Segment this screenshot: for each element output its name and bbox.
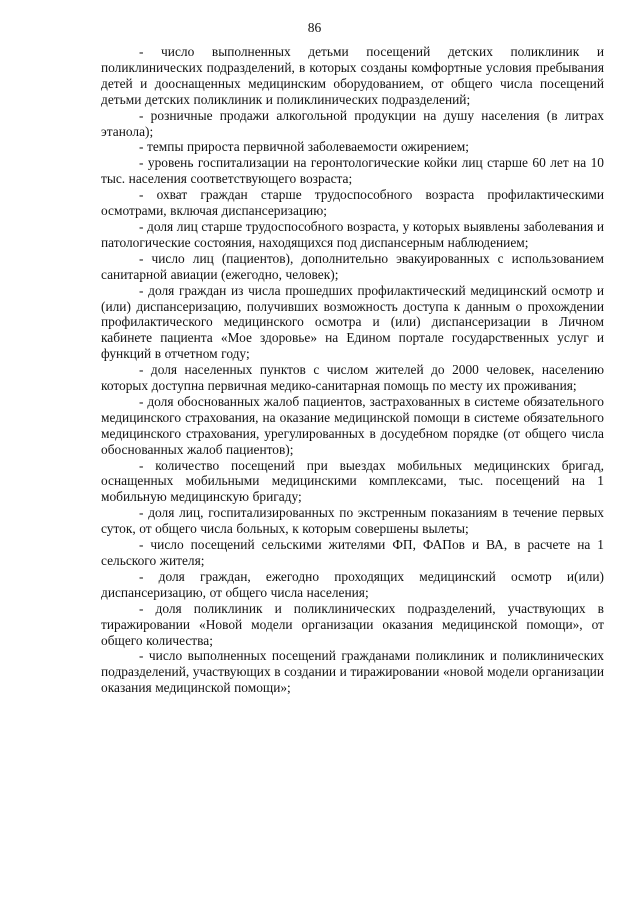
- list-item: - темпы прироста первичной заболеваемости ожирением;: [139, 139, 469, 155]
- page-number: 86: [307, 20, 322, 35]
- list-item: - розничные продажи алкогольной продукции на душу населения (в литрах этанола);: [101, 107, 604, 139]
- list-item: - доля лиц, госпитализированных по экстренным показаниям в течение первых суток, от общего числа больных, к которым совершены вылеты;: [101, 505, 604, 537]
- list-item: - охват граждан старше трудоспособного возраста профилактическими осмотрами, включая диспансеризацию;: [101, 187, 604, 219]
- list-item: - доля обоснованных жалоб пациентов, застрахованных в системе обязательного медицинского страхования, на оказание медицинской помощи в системе обязательного медицинского страхования, урегулированных в досудебном порядке (от общего числа обоснованных жалоб пациентов);: [101, 393, 604, 457]
- list-item: - доля граждан из числа прошедших профилактический медицинский осмотр и (или) диспансеризацию, получивших возможность доступа к данным о прохождении профилактического медицинского осмотра и (или) диспансеризации в Личном кабинете пациента «Мое здоровье» на Едином портале государственных услуг и функций в отчетном году;: [101, 282, 604, 362]
- list-item: - доля граждан, ежегодно проходящих медицинский осмотр и(или) диспансеризацию, от общего числа населения;: [101, 568, 604, 600]
- list-item: - число выполненных детьми посещений детских поликлиник и поликлинических подразделений, в которых созданы комфортные условия пребывания детей и дооснащенных медицинским оборудованием, от общего числа посещений детьми детских поликлиник и поликлинических подразделений;: [101, 44, 604, 107]
- list-item: - количество посещений при выездах мобильных медицинских бригад, оснащенных мобильными медицинскими комплексами, тыс. посещений на 1 мобильную медицинскую бригаду;: [101, 457, 604, 505]
- list-item: - число лиц (пациентов), дополнительно эвакуированных с использованием санитарной авиации (ежегодно, человек);: [101, 250, 604, 282]
- list-item: - доля поликлиник и поликлинических подразделений, участвующих в тиражировании «Новой модели организации оказания медицинской помощи», от общего количества;: [101, 600, 604, 648]
- document-body: [101, 44, 604, 696]
- list-item: - число посещений сельскими жителями ФП, ФАПов и ВА, в расчете на 1 сельского жителя;: [101, 537, 604, 568]
- list-item: - доля лиц старше трудоспособного возраста, у которых выявлены заболевания и патологические состояния, находящихся под диспансерным наблюдением;: [101, 218, 604, 250]
- list-item: - уровень госпитализации на геронтологические койки лиц старше 60 лет на 10 тыс. населения соответствующего возраста;: [101, 155, 604, 187]
- list-item: - доля населенных пунктов с числом жителей до 2000 человек, населению которых доступна первичная медико-санитарная помощь по месту их проживания;: [101, 362, 604, 394]
- list-item: - число выполненных посещений гражданами поликлиник и поликлинических подразделений, участвующих в создании и тиражировании «новой модели организации оказания медицинской помощи»;: [101, 648, 604, 696]
